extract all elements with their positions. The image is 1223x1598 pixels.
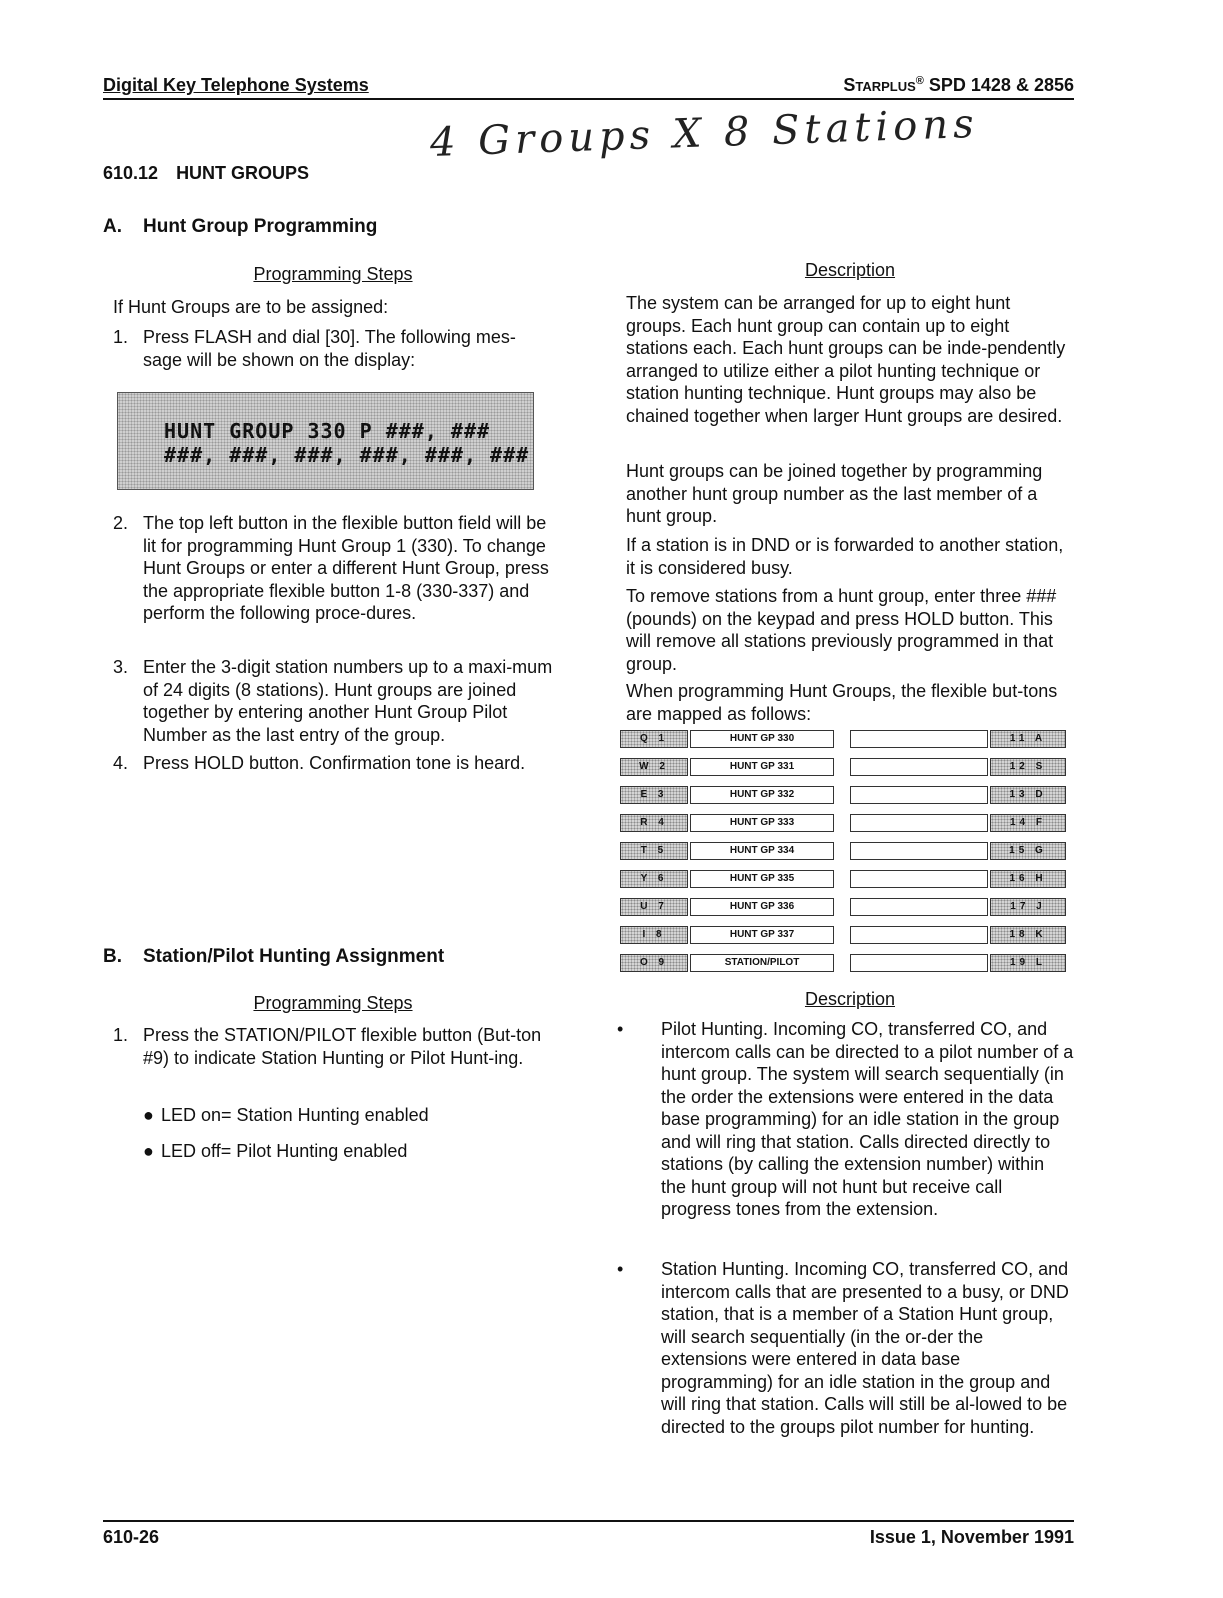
part-a-desc-para-4: To remove stations from a hunt group, enter three ### (pounds) on the keypad and press HOLD button. This will remove all stations previously programmed in that group.	[626, 586, 1057, 674]
part-a-steps-heading: Programming Steps	[253, 264, 413, 284]
part-a-title: Hunt Group Programming	[143, 216, 378, 237]
header-left-title: Digital Key Telephone Systems	[103, 75, 369, 95]
part-a-desc-para-1: The system can be arranged for up to eight hunt groups. Each hunt group can contain up to eight stations each. Each hunt groups can be inde-pendently arranged to utilize either a pilot hunting technique or station hunting technique. Hunt groups may also be chained together when larger Hunt groups are desired.	[626, 293, 1066, 426]
part-b-steps-heading: Programming Steps	[253, 993, 413, 1013]
part-a-step-4	[113, 752, 553, 775]
part-b-heading	[103, 946, 444, 968]
flex-button-blank	[850, 786, 988, 804]
flex-key-right: 18 K	[990, 926, 1066, 944]
flex-key-left: Y 6	[620, 870, 688, 888]
flexible-button-map	[620, 730, 1074, 978]
bullet-dot: ●	[143, 1141, 154, 1161]
part-a-step-3	[113, 656, 553, 746]
flex-key-right: 14 F	[990, 814, 1066, 832]
page-number: 610-26	[103, 1527, 160, 1547]
part-a-intro: If Hunt Groups are to be assigned:	[113, 297, 389, 317]
flex-button-label: HUNT GP 331	[690, 758, 834, 776]
flex-button-label: HUNT GP 334	[690, 842, 834, 860]
section-title: HUNT GROUPS	[176, 163, 310, 183]
step-text: Enter the 3-digit station numbers up to a maxi-mum of 24 digits (8 stations). Hunt groups are joined together by entering another Hunt Group Pilot Number as the last entry of the group.	[143, 657, 553, 745]
model-number: SPD 1428 & 2856	[923, 75, 1074, 95]
part-b-step-1	[113, 1024, 553, 1069]
flex-key-left: T 5	[620, 842, 688, 860]
flex-button-label: HUNT GP 337	[690, 926, 834, 944]
flex-key-right: 12 S	[990, 758, 1066, 776]
flex-key-left: O 9	[620, 954, 688, 972]
flex-key-right: 17 J	[990, 898, 1066, 916]
part-b-letter: B.	[103, 946, 122, 967]
bullet-dot: •	[617, 1019, 624, 1039]
brand-name: Starplus	[843, 75, 916, 95]
part-b-desc-heading: Description	[804, 989, 896, 1009]
flex-key-right: 16 H	[990, 870, 1066, 888]
flex-button-label: HUNT GP 332	[690, 786, 834, 804]
step-number: 1.	[113, 1025, 129, 1045]
flex-key-left: Q 1	[620, 730, 688, 748]
bullet-text: LED off= Pilot Hunting enabled	[161, 1141, 408, 1161]
flex-button-blank	[850, 870, 988, 888]
display-line-1: HUNT GROUP 330 P ###, ###	[164, 419, 491, 443]
part-a-letter: A.	[103, 216, 122, 237]
bullet-dot: •	[617, 1259, 624, 1279]
flex-button-blank	[850, 730, 988, 748]
header-rule	[103, 98, 1074, 100]
flex-key-left: U 7	[620, 898, 688, 916]
flex-button-blank	[850, 842, 988, 860]
section-heading	[103, 163, 309, 184]
flex-key-right: 13 D	[990, 786, 1066, 804]
step-number: 3.	[113, 657, 129, 677]
part-a-desc-heading: Description	[804, 260, 896, 280]
handwritten-note: 4 Groups X 8 Stations	[429, 100, 980, 166]
flex-button-label: HUNT GP 336	[690, 898, 834, 916]
step-text: Press the STATION/PILOT flexible button (But-ton #9) to indicate Station Hunting or Pilot Hunt-ing.	[143, 1025, 542, 1068]
part-a-desc-para-5: When programming Hunt Groups, the flexible but-tons are mapped as follows:	[626, 681, 1058, 724]
pilot-hunting-desc	[617, 1018, 1074, 1221]
part-a-desc-para-2: Hunt groups can be joined together by programming another hunt group number as the last member of a hunt group.	[626, 461, 1043, 526]
led-off-bullet	[143, 1140, 543, 1163]
station-hunting-desc	[617, 1258, 1074, 1438]
flex-key-right: 19 L	[990, 954, 1066, 972]
part-b-title: Station/Pilot Hunting Assignment	[143, 946, 445, 967]
step-number: 2.	[113, 513, 129, 533]
bullet-dot: ●	[143, 1105, 154, 1125]
flex-button-label: HUNT GP 330	[690, 730, 834, 748]
step-number: 4.	[113, 753, 129, 773]
step-text: Press HOLD button. Confirmation tone is heard.	[143, 753, 526, 773]
led-on-bullet	[143, 1104, 543, 1127]
lcd-display	[117, 392, 534, 490]
flex-button-blank	[850, 814, 988, 832]
header-right-title	[790, 75, 1074, 96]
flex-button-label: STATION/PILOT	[690, 954, 834, 972]
flex-button-blank	[850, 758, 988, 776]
flex-key-right: 15 G	[990, 842, 1066, 860]
display-line-2: ###, ###, ###, ###, ###, ###	[164, 443, 530, 467]
step-number: 1.	[113, 327, 129, 347]
bullet-text: LED on= Station Hunting enabled	[161, 1105, 429, 1125]
flex-button-label: HUNT GP 335	[690, 870, 834, 888]
section-number: 610.12	[103, 163, 159, 183]
part-a-desc-para-3: If a station is in DND or is forwarded to another station, it is considered busy.	[626, 535, 1064, 578]
flex-button-blank	[850, 898, 988, 916]
part-a-step-1	[113, 326, 553, 371]
issue-date: Issue 1, November 1991	[869, 1527, 1074, 1547]
flex-button-blank	[850, 926, 988, 944]
flex-button-blank	[850, 954, 988, 972]
step-text: Press FLASH and dial [30]. The following mes-sage will be shown on the display:	[143, 327, 516, 370]
flex-key-left: E 3	[620, 786, 688, 804]
step-text: The top left button in the flexible button field will be lit for programming Hunt Group 1 (330). To change Hunt Groups or enter a different Hunt Group, press the appropriate flexible button 1-8 (330-337) and perform the following proce-dures.	[143, 513, 549, 623]
flex-key-left: R 4	[620, 814, 688, 832]
flex-key-left: W 2	[620, 758, 688, 776]
flex-key-right: 11 A	[990, 730, 1066, 748]
flex-key-left: I 8	[620, 926, 688, 944]
bullet-text: Pilot Hunting. Incoming CO, transferred CO, and intercom calls can be directed to a pilot number of a hunt group. The system will search sequentially (in the order the extensions were entered in the data base programming) for an idle station in the group and will ring that station. Calls directed directly to stations (by calling the extension number) within the hunt group will not hunt but receive call progress tones from the extension.	[661, 1019, 1074, 1219]
flex-button-label: HUNT GP 333	[690, 814, 834, 832]
registered-mark: ®	[915, 75, 924, 87]
footer-rule	[103, 1520, 1074, 1522]
part-a-step-2	[113, 512, 553, 625]
part-a-heading	[103, 216, 377, 238]
bullet-text: Station Hunting. Incoming CO, transferred CO, and intercom calls that are presented to a busy, or DND station, that is a member of a Station Hunt group, will search sequentially (in the or-der the extensions were entered in data base programming) for an idle station in the group and will ring that station. Calls will still be al-lowed to be directed to the groups pilot number for hunting.	[661, 1259, 1069, 1437]
